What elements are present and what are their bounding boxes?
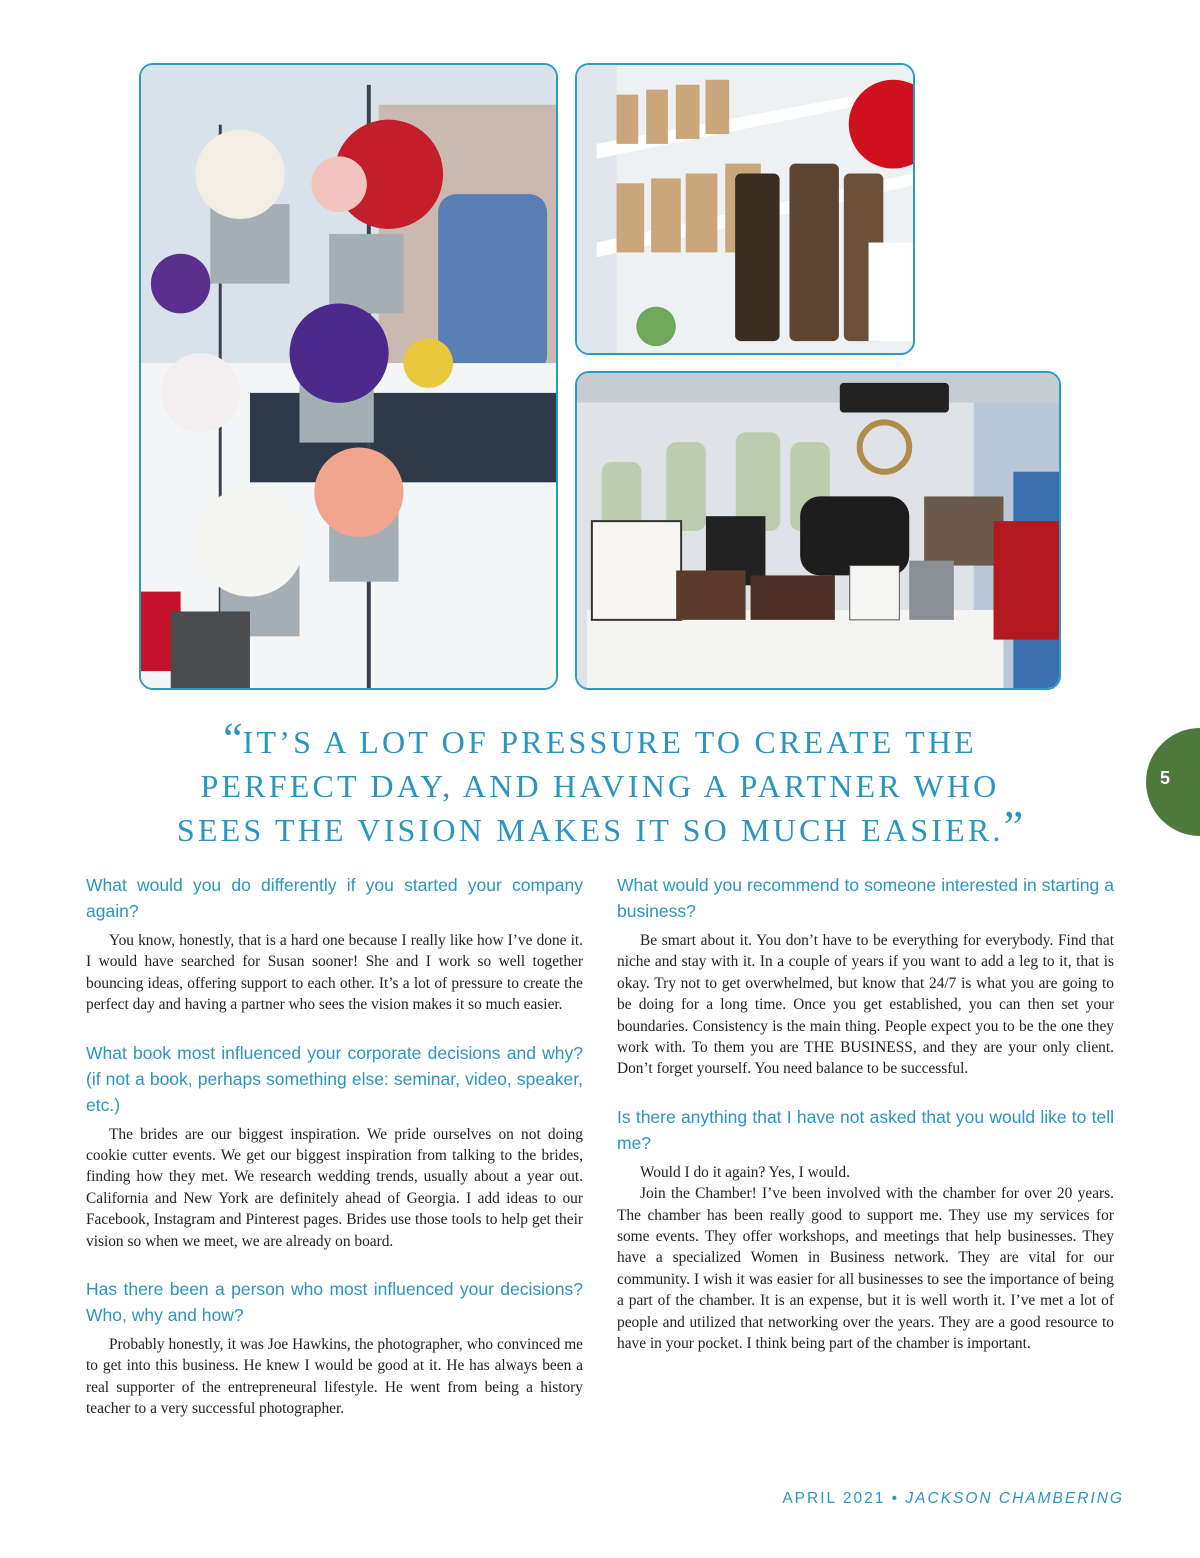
publication-name: JACKSON CHAMBERING [905,1490,1124,1507]
left-column [86,872,583,1444]
qa-block [617,1104,1114,1355]
qa-block [86,1276,583,1420]
page-footer [782,1490,1124,1508]
qa-block [86,872,583,1016]
page-number: 5 [1160,768,1171,788]
qa-block [86,1040,583,1252]
close-quote-mark: ” [1003,802,1024,851]
question-heading: What book most influenced your corporate decisions and why? (if not a book, perhaps something else: seminar, video, speaker, etc.) [86,1042,583,1115]
answer-paragraph: Be smart about it. You don’t have to be everything for everybody. Find that niche and stay with it. In a couple of years if you want to add a leg to it, that is okay. Try not to get overwhelmed, but know that 24/7 is what you are going to be doing for a long time. Once you get established, you can then set your boundaries. Consistency is the main thing. People expect you to be the one they work with. To them you are THE BUSINESS, and they are your only client. Don’t forget yourself. You need balance to be successful. [617,932,1114,1078]
page-number-tab [1146,728,1200,836]
question-heading: What would you do differently if you started your company again? [86,875,583,921]
answer-paragraph: Probably honestly, it was Joe Hawkins, the photographer, who convinced me to get into this business. He knew I would be good at it. He has always been a real supporter of the entrepreneural lifestyle. He went from being a history teacher to a very successful photographer. [86,1336,583,1418]
qa-block [617,872,1114,1080]
pull-quote-text-3: SEES THE VISION MAKES IT SO MUCH EASIER. [176,812,1004,848]
pull-quote [150,714,1050,852]
pull-quote-text-1: IT’S A LOT OF PRESSURE TO CREATE THE [242,724,977,760]
footer-separator: • [891,1490,900,1507]
question-heading: What would you recommend to someone interested in starting a business? [617,875,1114,921]
answer-paragraph: Would I do it again? Yes, I would. [640,1163,850,1181]
question-heading: Is there anything that I have not asked that you would like to tell me? [617,1106,1114,1153]
decor-table-photo [575,371,1061,690]
answer-paragraph: The brides are our biggest inspiration. We pride ourselves on not doing cookie cutter events. We get our biggest inspiration from talking to the brides, finding how they met. We research wedding trends, usually about a year out. California and New York are definitely ahead of Georgia. I add ideas to our Facebook, Instagram and Pinterest pages. Brides use those tools to help get their vision so when we meet, we are already on board. [86,1125,583,1250]
issue-date: APRIL 2021 [782,1490,886,1507]
pull-quote-line-2: PERFECT DAY, AND HAVING A PARTNER WHO [200,768,1000,804]
answer-paragraph: Join the Chamber! I’ve been involved with the chamber for over 20 years. The chamber has been really good to support me. They use my services for some events. They offer workshops, and meetings that help businesses. They have a specialized Women in Business network. They are vital for our community. I wish it was easier for all businesses to see the importance of being a part of the chamber. It is an expense, but it is well worth it. I’ve met a lot of people and utilized that networking over the years. They are a good resource to have in your pocket. I think being part of the chamber is important. [617,1185,1114,1353]
right-column [617,872,1114,1379]
flower-stand-photo [139,63,558,690]
pull-quote-line-1 [150,714,1050,764]
open-quote-mark: “ [223,714,243,763]
question-heading: Has there been a person who most influenced your decisions? Who, why and how? [86,1279,583,1326]
pull-quote-line-3 [150,802,1050,852]
answer-paragraph: You know, honestly, that is a hard one because I really like how I’ve done it. I would have searched for Susan sooner! She and I work so well together bouncing ideas, offering support to each other. It’s a lot of pressure to create the perfect day and having a partner who sees the vision makes it so much easier. [86,932,583,1014]
lanterns-shelf-photo [575,63,915,355]
